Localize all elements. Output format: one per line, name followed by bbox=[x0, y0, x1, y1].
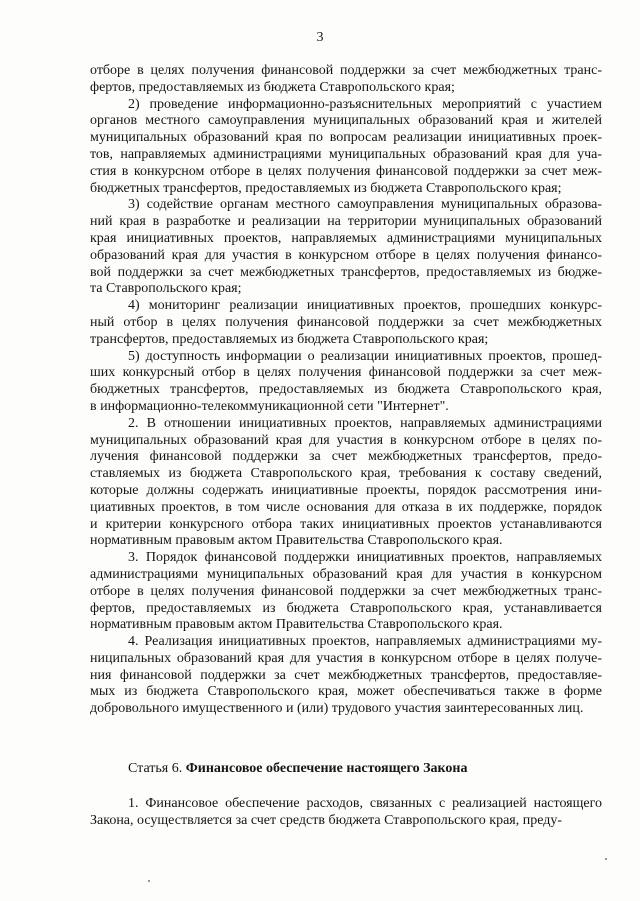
text-line: ния финансовой поддержки за счет межбюджетных трансфертов, предоставляе- bbox=[90, 667, 602, 683]
text-line: 4) мониторинг реализации инициативных проектов, прошедших конкурс- bbox=[128, 298, 602, 314]
text-line: края инициативных проектов, направляемых администрациями муниципальных bbox=[90, 230, 602, 246]
text-line: мых из бюджета Ставропольского края, может обеспечиваться также в форме bbox=[90, 684, 602, 700]
text-line: фертов, предоставляемых из бюджета Ставропольского края, устанавливается bbox=[90, 600, 602, 616]
text-line: бюджетных трансфертов, предоставляемых из бюджета Ставропольского края, bbox=[90, 382, 602, 398]
paragraph bbox=[90, 416, 602, 550]
text-line: 4. Реализация инициативных проектов, направляемых администрациями му- bbox=[128, 634, 602, 650]
text-line: администрациями муниципальных образований края для участия в конкурсном bbox=[90, 566, 602, 582]
text-line: ставляемых из бюджета Ставропольского края, требования к составу сведений, bbox=[90, 466, 602, 482]
text-line: ших конкурсный отбор в целях получения финансовой поддержки за счет меж- bbox=[90, 365, 602, 381]
article-heading bbox=[128, 760, 467, 777]
paragraph bbox=[90, 634, 602, 718]
text-line: образований края для участия в конкурсном отборе в целях получения финансо- bbox=[90, 247, 602, 263]
text-line: добровольного имущественного и (или) трудового участия заинтересованных лиц. bbox=[90, 701, 584, 717]
text-line: которые должны содержать инициативные проекты, порядок рассмотрения ини- bbox=[90, 482, 602, 498]
text-line: лучения финансовой поддержки за счет межбюджетных трансфертов, предо- bbox=[90, 449, 602, 465]
text-line: муниципальных образований края для участия в конкурсном отборе в целях по- bbox=[90, 432, 602, 448]
text-line: бюджетных трансфертов, предоставляемых из бюджета Ставропольского края; bbox=[90, 180, 562, 196]
text-line: отборе в целях получения финансовой поддержки за счет межбюджетных транс- bbox=[90, 583, 602, 599]
paragraph bbox=[90, 197, 602, 298]
text-line: 2. В отношении инициативных проектов, направляемых администрациями bbox=[128, 415, 602, 431]
article-body-text bbox=[90, 796, 602, 830]
text-line: нормативным правовым актом Правительства Ставропольского края. bbox=[90, 617, 503, 633]
text-line: циативных проектов, в том числе основания для отказа в их поддержке, порядок bbox=[90, 499, 602, 515]
text-line: тов, направляемых администрациями муниципальных образований края для уча- bbox=[90, 146, 602, 162]
text-line: ний края в разработке и реализации на территории муниципальных образований bbox=[90, 214, 602, 230]
text-line: та Ставропольского края; bbox=[90, 281, 242, 297]
text-line: органов местного самоуправления муниципальных образований края и жителей bbox=[90, 113, 602, 129]
text-line: и критерии конкурсного отбора таких инициативных проектов устанавливаются bbox=[90, 516, 602, 532]
text-line: ный отбор в целях получения финансовой поддержки за счет межбюджетных bbox=[90, 314, 602, 330]
text-line: ниципальных образований края для участия в конкурсном отборе в целях получе- bbox=[90, 650, 602, 666]
scan-speck bbox=[148, 880, 150, 882]
article-title: Финансовое обеспечение настоящего Закона bbox=[185, 761, 468, 776]
paragraph bbox=[90, 298, 602, 348]
text-line: вой поддержки за счет межбюджетных трансфертов, предоставляемых из бюдже- bbox=[90, 264, 602, 280]
text-line: 1. Финансовое обеспечение расходов, связанных с реализацией настоящего bbox=[128, 796, 602, 811]
text-line: 5) доступность информации о реализации инициативных проектов, прошед- bbox=[128, 348, 602, 364]
text-line: 2) проведение информационно-разъяснительных мероприятий с участием bbox=[128, 96, 602, 112]
text-line: отборе в целях получения финансовой поддержки за счет межбюджетных транс- bbox=[90, 63, 602, 78]
page-number: 3 bbox=[316, 30, 324, 45]
text-line: 3) содействие органам местного самоуправления муниципальных образова- bbox=[128, 197, 602, 213]
text-line: муниципальных образований края по вопросам реализации инициативных проек- bbox=[90, 130, 602, 146]
text-line: фертов, предоставляемых из бюджета Ставропольского края; bbox=[90, 79, 455, 95]
paragraph bbox=[90, 550, 602, 634]
text-line: трансфертов, предоставляемых из бюджета Ставропольского края; bbox=[90, 331, 489, 347]
scan-speck bbox=[605, 858, 607, 860]
body-text bbox=[90, 63, 602, 718]
text-line: Закона, осуществляется за счет средств бюджета Ставропольского края, преду- bbox=[90, 812, 563, 828]
text-line: стия в конкурсном отборе в целях получения финансовой поддержки за счет меж- bbox=[90, 163, 602, 179]
text-line: 3. Порядок финансовой поддержки инициативных проектов, направляемых bbox=[128, 550, 602, 566]
text-line: в информационно-телекоммуникационной сети "Интернет". bbox=[90, 398, 449, 414]
paragraph bbox=[90, 97, 602, 198]
paragraph bbox=[90, 63, 602, 97]
article-label: Статья 6. bbox=[128, 761, 183, 776]
text-line: нормативным правовым актом Правительства Ставропольского края. bbox=[90, 533, 503, 549]
paragraph bbox=[90, 349, 602, 416]
paragraph bbox=[90, 796, 602, 830]
